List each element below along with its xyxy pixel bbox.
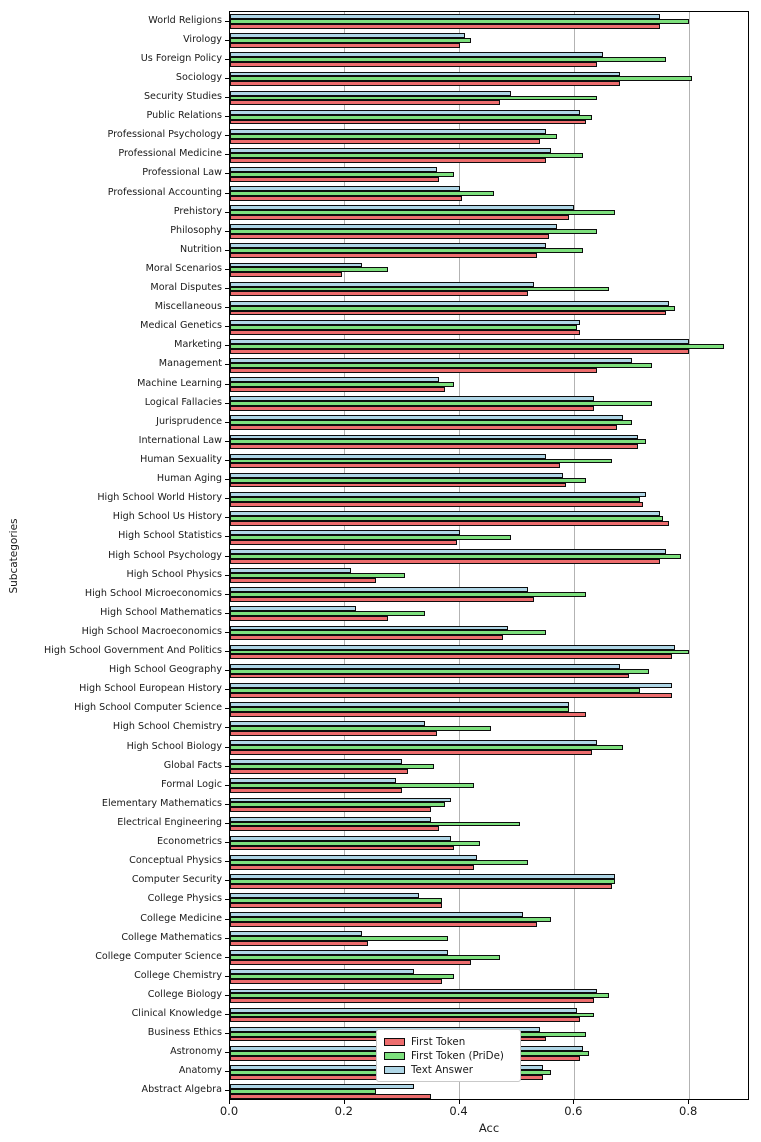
category-label: International Law bbox=[138, 434, 222, 446]
y-tick-mark bbox=[225, 880, 229, 881]
category-label: Global Facts bbox=[163, 759, 222, 771]
category-label: High School Psychology bbox=[108, 549, 222, 561]
category-label: Virology bbox=[183, 33, 222, 45]
y-tick-mark bbox=[225, 1014, 229, 1015]
y-tick-mark bbox=[225, 766, 229, 767]
category-label: Human Aging bbox=[156, 473, 222, 485]
bar-first-token bbox=[230, 368, 597, 373]
bar-first-token bbox=[230, 406, 594, 411]
bar-first-token bbox=[230, 215, 569, 220]
bar-first-token bbox=[230, 769, 408, 774]
category-label: Anatomy bbox=[178, 1065, 222, 1077]
category-label: Human Sexuality bbox=[140, 453, 222, 465]
y-tick-mark bbox=[225, 556, 229, 557]
legend bbox=[376, 1029, 521, 1082]
legend-swatch-first-token-pride bbox=[384, 1052, 405, 1061]
bar-first-token bbox=[230, 24, 660, 29]
y-tick-mark bbox=[225, 727, 229, 728]
y-tick-mark bbox=[225, 651, 229, 652]
category-label: High School Computer Science bbox=[74, 702, 222, 714]
category-label: College Mathematics bbox=[121, 931, 222, 943]
bar-first-token bbox=[230, 502, 643, 507]
bar-first-token bbox=[230, 483, 566, 488]
bar-first-token bbox=[230, 43, 460, 48]
y-tick-mark bbox=[225, 441, 229, 442]
category-label: World Religions bbox=[148, 14, 222, 26]
category-label: Prehistory bbox=[173, 205, 222, 217]
y-tick-mark bbox=[225, 479, 229, 480]
y-tick-mark bbox=[225, 384, 229, 385]
y-tick-mark bbox=[225, 460, 229, 461]
bar-first-token bbox=[230, 807, 431, 812]
category-label: Professional Psychology bbox=[107, 129, 222, 141]
y-tick-mark bbox=[225, 575, 229, 576]
bar-first-token bbox=[230, 521, 669, 526]
y-tick-mark bbox=[225, 21, 229, 22]
category-label: Philosophy bbox=[170, 224, 222, 236]
category-label: College Biology bbox=[147, 988, 222, 1000]
x-tick-label: 0.4 bbox=[449, 1104, 468, 1118]
category-label: Management bbox=[158, 358, 222, 370]
y-tick-mark bbox=[225, 1052, 229, 1053]
category-label: College Computer Science bbox=[95, 950, 222, 962]
category-label: High School Microeconomics bbox=[84, 587, 222, 599]
category-label: Moral Scenarios bbox=[145, 262, 222, 274]
y-tick-mark bbox=[225, 40, 229, 41]
bar-first-token bbox=[230, 731, 437, 736]
bar-first-token bbox=[230, 177, 439, 182]
bar-first-token bbox=[230, 865, 474, 870]
bar-first-token bbox=[230, 139, 540, 144]
bar-first-token bbox=[230, 597, 534, 602]
bar-first-token bbox=[230, 330, 580, 335]
category-label: High School Biology bbox=[126, 740, 222, 752]
bar-first-token bbox=[230, 272, 342, 277]
category-label: Formal Logic bbox=[161, 778, 222, 790]
legend-item bbox=[384, 1063, 512, 1077]
category-label: Nutrition bbox=[179, 243, 222, 255]
category-label: High School Geography bbox=[109, 664, 222, 676]
y-tick-mark bbox=[225, 326, 229, 327]
gridline-x-0.8 bbox=[689, 12, 690, 1099]
x-axis-label: Acc bbox=[478, 1121, 500, 1135]
category-label: Professional Medicine bbox=[118, 148, 222, 160]
category-label: Logical Fallacies bbox=[144, 396, 222, 408]
y-tick-mark bbox=[225, 288, 229, 289]
y-tick-mark bbox=[225, 498, 229, 499]
category-label: Machine Learning bbox=[137, 377, 222, 389]
category-label: Us Foreign Policy bbox=[140, 52, 222, 64]
bar-first-token bbox=[230, 635, 503, 640]
bar-first-token bbox=[230, 120, 586, 125]
legend-swatch-text-answer bbox=[384, 1066, 405, 1075]
bar-first-token bbox=[230, 349, 689, 354]
category-label: Sociology bbox=[175, 71, 222, 83]
category-label: High School Macroeconomics bbox=[81, 625, 222, 637]
y-tick-mark bbox=[225, 919, 229, 920]
category-label: High School Statistics bbox=[118, 530, 222, 542]
y-tick-mark bbox=[225, 422, 229, 423]
bar-first-token bbox=[230, 826, 439, 831]
bar-first-token bbox=[230, 444, 638, 449]
y-tick-mark bbox=[225, 708, 229, 709]
category-label: High School Chemistry bbox=[112, 721, 222, 733]
category-label: High School Us History bbox=[112, 511, 222, 523]
y-tick-mark bbox=[225, 613, 229, 614]
category-label: High School Mathematics bbox=[100, 606, 222, 618]
x-tick-label: 0.2 bbox=[334, 1104, 353, 1118]
bar-first-token bbox=[230, 960, 471, 965]
bar-first-token bbox=[230, 158, 546, 163]
category-label: Jurisprudence bbox=[156, 415, 222, 427]
y-tick-mark bbox=[225, 1033, 229, 1034]
y-tick-mark bbox=[225, 269, 229, 270]
category-label: Conceptual Physics bbox=[129, 855, 222, 867]
bar-first-token bbox=[230, 540, 457, 545]
category-label: Miscellaneous bbox=[154, 301, 222, 313]
y-tick-mark bbox=[225, 307, 229, 308]
category-label: Public Relations bbox=[146, 110, 222, 122]
legend-swatch-first-token bbox=[384, 1038, 405, 1047]
y-tick-mark bbox=[225, 212, 229, 213]
category-label: College Medicine bbox=[140, 912, 222, 924]
bar-first-token bbox=[230, 100, 500, 105]
y-tick-mark bbox=[225, 995, 229, 996]
bar-first-token bbox=[230, 903, 442, 908]
y-tick-mark bbox=[225, 861, 229, 862]
bar-first-token bbox=[230, 922, 537, 927]
x-tick-label: 0.6 bbox=[564, 1104, 583, 1118]
bar-first-token bbox=[230, 750, 592, 755]
y-tick-mark bbox=[225, 193, 229, 194]
y-tick-mark bbox=[225, 976, 229, 977]
category-label: Professional Law bbox=[142, 167, 222, 179]
category-label: High School European History bbox=[79, 683, 222, 695]
bar-first-token bbox=[230, 998, 594, 1003]
bar-first-token bbox=[230, 1094, 431, 1099]
y-tick-mark bbox=[225, 689, 229, 690]
y-tick-mark bbox=[225, 173, 229, 174]
y-tick-mark bbox=[225, 899, 229, 900]
category-label: Abstract Algebra bbox=[141, 1084, 222, 1096]
category-label: Clinical Knowledge bbox=[131, 1008, 222, 1020]
y-tick-mark bbox=[225, 345, 229, 346]
y-tick-mark bbox=[225, 97, 229, 98]
category-label: High School World History bbox=[97, 492, 222, 504]
bar-first-token bbox=[230, 291, 528, 296]
bar-first-token bbox=[230, 234, 549, 239]
bar-first-token bbox=[230, 846, 454, 851]
y-tick-mark bbox=[225, 938, 229, 939]
y-tick-mark bbox=[225, 670, 229, 671]
category-label: Elementary Mathematics bbox=[101, 797, 222, 809]
y-tick-mark bbox=[225, 364, 229, 365]
bar-first-token bbox=[230, 1017, 580, 1022]
legend-item bbox=[384, 1049, 512, 1063]
y-tick-mark bbox=[225, 231, 229, 232]
category-label: Professional Accounting bbox=[107, 186, 222, 198]
category-label: Computer Security bbox=[131, 874, 222, 886]
y-tick-mark bbox=[225, 1090, 229, 1091]
y-tick-mark bbox=[225, 823, 229, 824]
bar-first-token bbox=[230, 387, 445, 392]
bar-first-token bbox=[230, 674, 629, 679]
bar-first-token bbox=[230, 425, 617, 430]
y-tick-mark bbox=[225, 154, 229, 155]
plot-area bbox=[229, 11, 749, 1100]
y-tick-mark bbox=[225, 842, 229, 843]
y-axis-label: Subcategories bbox=[8, 518, 20, 594]
category-label: High School Government And Politics bbox=[43, 645, 222, 657]
bar-first-token bbox=[230, 559, 660, 564]
bar-first-token bbox=[230, 311, 666, 316]
bar-first-token bbox=[230, 253, 537, 258]
category-label: Security Studies bbox=[143, 90, 222, 102]
category-label: College Chemistry bbox=[134, 969, 222, 981]
y-tick-mark bbox=[225, 116, 229, 117]
category-label: High School Physics bbox=[126, 568, 222, 580]
bar-first-token bbox=[230, 712, 586, 717]
x-tick-label: 0.8 bbox=[679, 1104, 698, 1118]
y-tick-mark bbox=[225, 78, 229, 79]
bar-first-token bbox=[230, 81, 620, 86]
y-tick-mark bbox=[225, 536, 229, 537]
bar-first-token bbox=[230, 941, 368, 946]
category-label: College Physics bbox=[147, 893, 222, 905]
bar-first-token bbox=[230, 62, 597, 67]
legend-label: Text Answer bbox=[411, 1064, 474, 1076]
category-label: Business Ethics bbox=[147, 1027, 222, 1039]
y-tick-mark bbox=[225, 785, 229, 786]
category-label: Econometrics bbox=[156, 836, 222, 848]
y-tick-mark bbox=[225, 517, 229, 518]
bar-first-token bbox=[230, 578, 376, 583]
bar-first-token bbox=[230, 196, 462, 201]
category-label: Electrical Engineering bbox=[117, 816, 222, 828]
y-tick-mark bbox=[225, 135, 229, 136]
y-tick-mark bbox=[225, 250, 229, 251]
bar-first-token bbox=[230, 463, 560, 468]
bar-first-token bbox=[230, 616, 388, 621]
y-tick-mark bbox=[225, 59, 229, 60]
legend-label: First Token bbox=[411, 1036, 466, 1048]
y-tick-mark bbox=[225, 957, 229, 958]
legend-label: First Token (PriDe) bbox=[411, 1050, 504, 1062]
bar-first-token bbox=[230, 693, 672, 698]
bar-first-token bbox=[230, 979, 442, 984]
bar-first-token bbox=[230, 884, 612, 889]
category-label: Medical Genetics bbox=[140, 320, 222, 332]
y-tick-mark bbox=[225, 632, 229, 633]
bar-first-token bbox=[230, 788, 402, 793]
y-tick-mark bbox=[225, 804, 229, 805]
category-label: Marketing bbox=[174, 339, 222, 351]
legend-item bbox=[384, 1035, 512, 1049]
y-tick-mark bbox=[225, 594, 229, 595]
y-tick-mark bbox=[225, 747, 229, 748]
bar-first-token bbox=[230, 654, 672, 659]
y-tick-mark bbox=[225, 1071, 229, 1072]
category-label: Astronomy bbox=[170, 1046, 222, 1058]
x-tick-label: 0.0 bbox=[219, 1104, 239, 1118]
category-label: Moral Disputes bbox=[150, 282, 222, 294]
y-tick-mark bbox=[225, 403, 229, 404]
